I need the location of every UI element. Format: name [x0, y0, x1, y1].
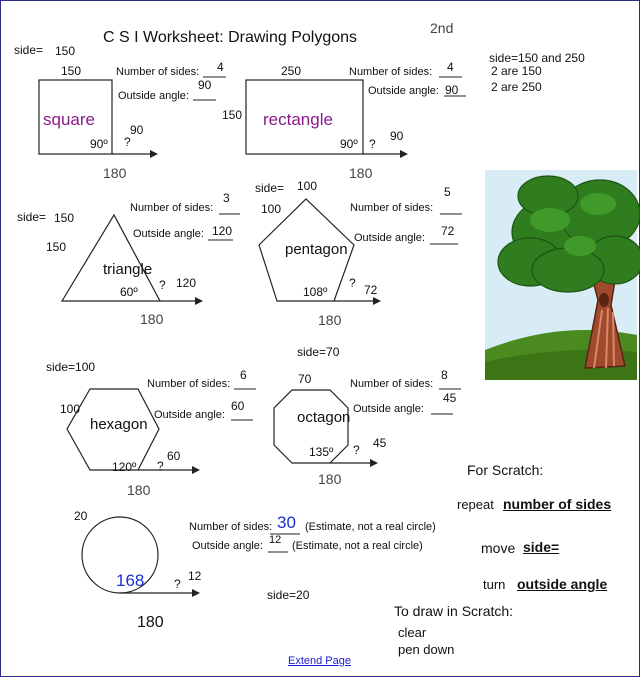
triangle-name: triangle [103, 261, 153, 278]
scratch-turn-value: outside angle [517, 576, 608, 592]
triangle-base: 180 [140, 311, 164, 327]
triangle-left-label: 150 [46, 240, 67, 254]
pentagon-name: pentagon [285, 241, 348, 258]
pentagon-outside-value: 72 [441, 224, 455, 238]
circle-inner-angle: 168 [116, 571, 145, 590]
octagon-base: 180 [318, 471, 342, 487]
hexagon-outside-label: Outside angle: [154, 409, 225, 421]
square-question: ? [124, 135, 131, 149]
hexagon-base: 180 [127, 482, 151, 498]
triangle-num-sides-label: Number of sides: [130, 202, 214, 214]
rectangle-num-sides-value: 4 [447, 60, 454, 74]
octagon-question: ? [353, 443, 360, 457]
scratch-heading: For Scratch: [467, 462, 544, 478]
scratch-repeat-value: number of sides [503, 496, 612, 512]
circle-num-sides-note: (Estimate, not a real circle) [305, 521, 436, 533]
octagon-outside-label: Outside angle: [353, 403, 424, 415]
circle-outside-value: 12 [269, 534, 282, 546]
pentagon-outside-label: Outside angle: [354, 232, 425, 244]
rectangle-outside-answer: 90 [390, 129, 404, 143]
scratch-repeat-label: repeat [457, 497, 494, 512]
scratch-draw-heading: To draw in Scratch: [394, 603, 514, 619]
triangle-outside-value: 120 [212, 224, 233, 238]
extend-page-link[interactable]: Extend Page [288, 655, 351, 667]
circle-question: ? [174, 577, 181, 591]
hexagon-question: ? [157, 459, 164, 473]
rectangle-outside-label: Outside angle: [368, 85, 439, 97]
scratch-turn-label: turn [483, 577, 506, 592]
hexagon-outside-value: 60 [231, 399, 245, 413]
square-outside-answer: 90 [130, 123, 144, 137]
square-name: square [43, 110, 95, 129]
triangle-side-label: side= [17, 210, 47, 224]
square-num-sides-label: Number of sides: [116, 66, 200, 78]
rectangle-name: rectangle [263, 110, 333, 129]
pentagon-outside-answer: 72 [364, 283, 378, 297]
circle-outside-label: Outside angle: [192, 540, 263, 552]
triangle-side-value: 150 [54, 211, 75, 225]
octagon-side-label: side=70 [297, 345, 340, 359]
octagon-num-sides-value: 8 [441, 368, 448, 382]
octagon-outside-value: 45 [443, 391, 457, 405]
octagon-name: octagon [297, 409, 351, 426]
pentagon-num-sides-value: 5 [444, 185, 451, 199]
square-num-sides-value: 4 [217, 60, 224, 74]
rectangle-base: 180 [349, 165, 373, 181]
pentagon-left-label: 100 [261, 202, 282, 216]
hexagon-outside-answer: 60 [167, 449, 181, 463]
octagon-num-sides-label: Number of sides: [350, 378, 434, 390]
pentagon-num-sides-label: Number of sides: [350, 202, 434, 214]
scratch-clear: clear [398, 625, 427, 640]
triangle-num-sides-value: 3 [223, 191, 230, 205]
square-inner-angle: 90º [90, 137, 108, 151]
side-top-value: 150 [55, 44, 76, 58]
hexagon-num-sides-label: Number of sides: [147, 378, 231, 390]
triangle-inner-angle: 60º [120, 285, 138, 299]
hexagon-num-sides-value: 6 [240, 368, 247, 382]
rectangle-outside-value: 90 [445, 83, 459, 97]
top-right-note-3: 2 are 250 [491, 80, 542, 94]
square-side-label: 150 [61, 64, 82, 78]
scratch-pen-down: pen down [398, 642, 455, 657]
triangle-outside-label: Outside angle: [133, 228, 204, 240]
triangle-outside-answer: 120 [176, 276, 197, 290]
pentagon-question: ? [349, 276, 356, 290]
hexagon-inner-angle: 120º [112, 460, 137, 474]
square-outside-label: Outside angle: [118, 90, 189, 102]
circle-num-sides-label: Number of sides: [189, 521, 273, 533]
scratch-move-label: move [481, 540, 516, 556]
square-outside-value: 90 [198, 78, 212, 92]
grade-label: 2nd [430, 20, 454, 36]
octagon-inner-angle: 135º [309, 445, 334, 459]
rectangle-top-label: 250 [281, 64, 302, 78]
rectangle-inner-angle: 90º [340, 137, 358, 151]
page-title: C S I Worksheet: Drawing Polygons [103, 29, 358, 46]
top-right-note-2: 2 are 150 [491, 64, 542, 78]
circle-side-label: side=20 [267, 588, 310, 602]
rectangle-num-sides-label: Number of sides: [349, 66, 433, 78]
top-right-note-1: side=150 and 250 [489, 51, 585, 65]
side-top-label: side= [14, 43, 44, 57]
circle-num-sides-value: 30 [277, 513, 296, 532]
pentagon-inner-angle: 108º [303, 285, 328, 299]
octagon-outside-answer: 45 [373, 436, 387, 450]
rectangle-question: ? [369, 137, 376, 151]
pentagon-side-value: 100 [297, 179, 318, 193]
circle-base: 180 [137, 614, 164, 631]
hexagon-side-label: side=100 [46, 360, 96, 374]
hexagon-left-label: 100 [60, 402, 81, 416]
octagon-top-label: 70 [298, 372, 312, 386]
circle-outside-note: (Estimate, not a real circle) [292, 540, 423, 552]
pentagon-base: 180 [318, 312, 342, 328]
circle-top-label: 20 [74, 509, 88, 523]
scratch-move-value: side= [523, 539, 560, 555]
pentagon-side-label: side= [255, 181, 285, 195]
square-base: 180 [103, 165, 127, 181]
hexagon-name: hexagon [90, 416, 148, 433]
rectangle-left-label: 150 [222, 108, 243, 122]
circle-outside-answer: 12 [188, 569, 202, 583]
triangle-question: ? [159, 278, 166, 292]
